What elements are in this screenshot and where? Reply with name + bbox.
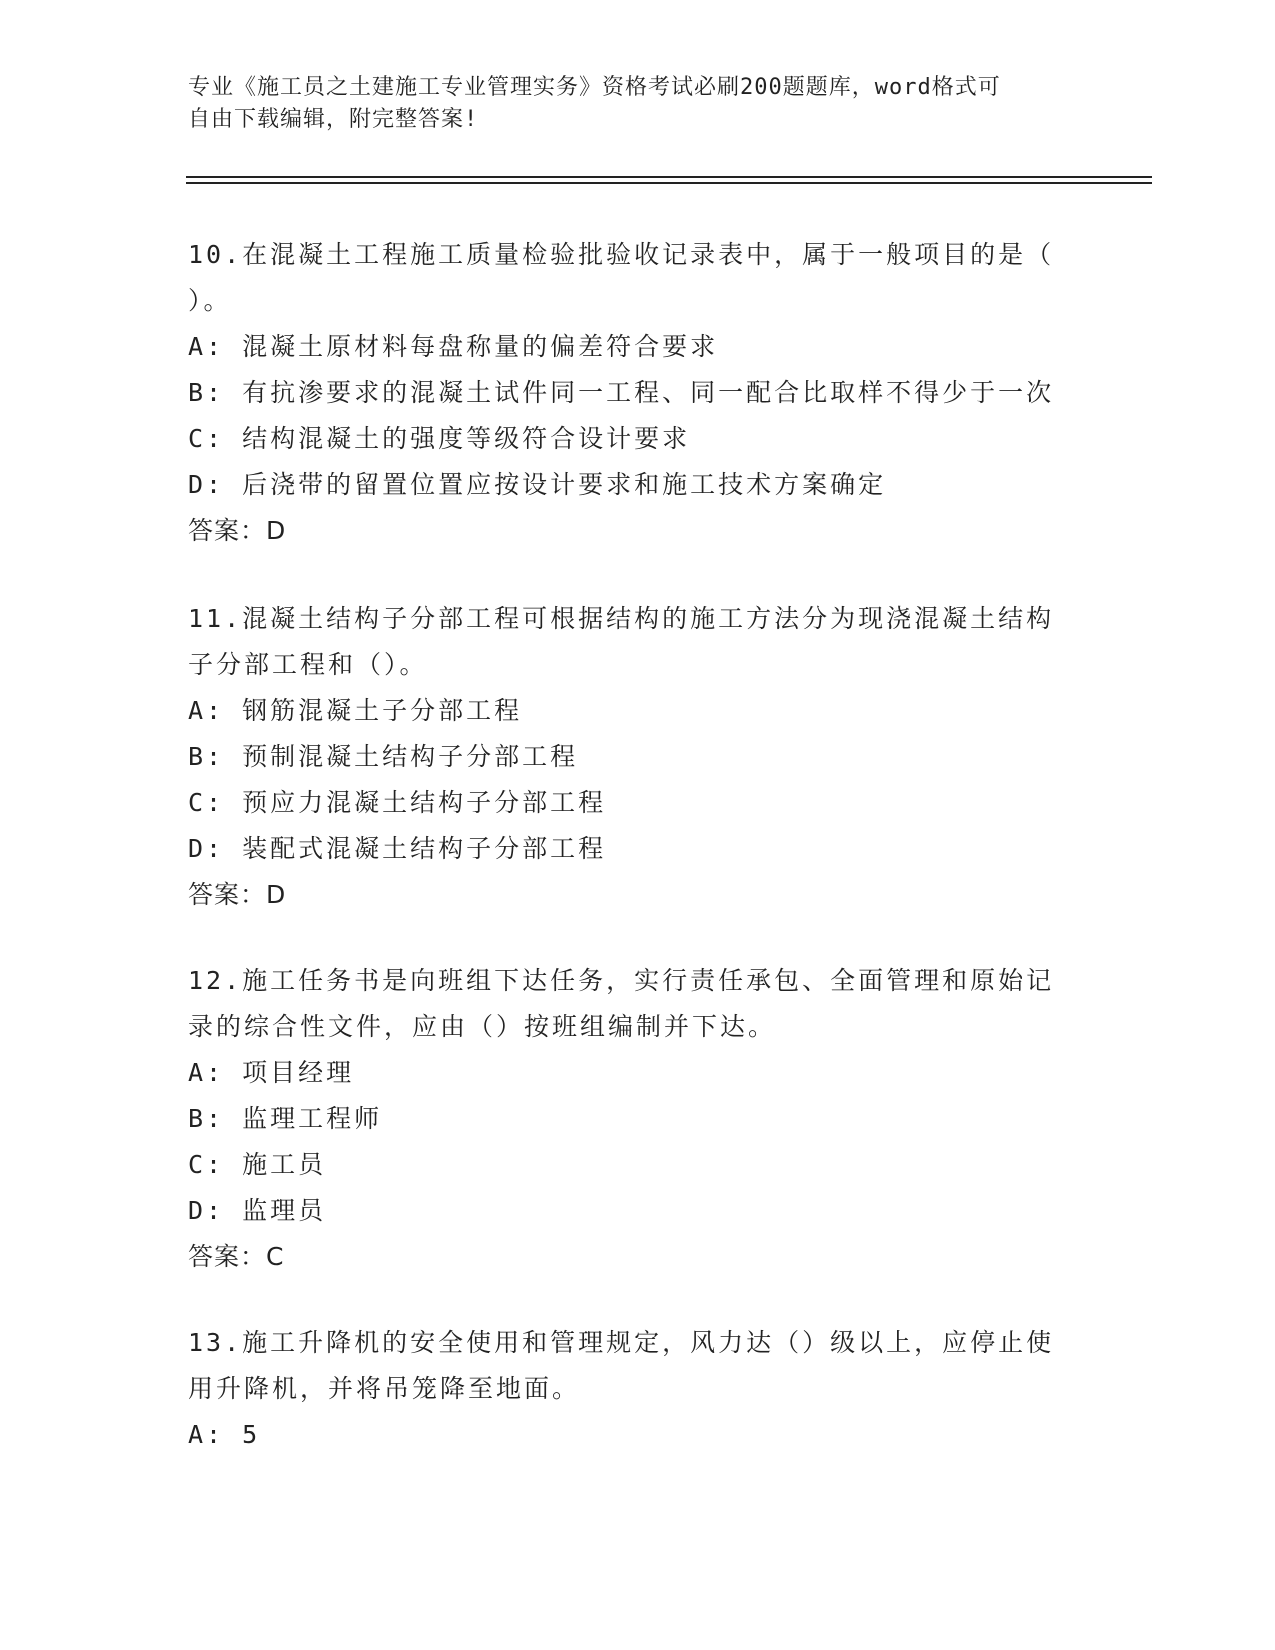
question-stem-line-2: 子分部工程和（）。 bbox=[188, 650, 428, 679]
question-stem-line-1: 11.混凝土结构子分部工程可根据结构的施工方法分为现浇混凝土结构 bbox=[188, 604, 1055, 633]
question-12 bbox=[188, 958, 1078, 1280]
option-b: B: 监理工程师 bbox=[188, 1104, 383, 1133]
question-stem-line-1: 12.施工任务书是向班组下达任务，实行责任承包、全面管理和原始记 bbox=[188, 966, 1055, 995]
question-stem-line-2: 用升降机，并将吊笼降至地面。 bbox=[188, 1374, 581, 1403]
question-stem-line-2: 录的综合性文件，应由（）按班组编制并下达。 bbox=[188, 1012, 777, 1041]
answer: 答案：C bbox=[188, 1242, 285, 1271]
option-a: A: 混凝土原材料每盘称量的偏差符合要求 bbox=[188, 332, 719, 361]
option-c: C: 施工员 bbox=[188, 1150, 327, 1179]
option-b: B: 有抗渗要求的混凝土试件同一工程、同一配合比取样不得少于一次 bbox=[188, 378, 1055, 407]
header-line-1: 专业《施工员之土建施工专业管理实务》资格考试必刷200题题库，word格式可 bbox=[188, 75, 1001, 100]
answer: 答案：D bbox=[188, 516, 287, 545]
option-a: A: 5 bbox=[188, 1420, 261, 1449]
question-stem-line-2: ）。 bbox=[188, 286, 232, 315]
question-stem-line-1: 13.施工升降机的安全使用和管理规定，风力达（）级以上，应停止使 bbox=[188, 1328, 1055, 1357]
option-d: D: 监理员 bbox=[188, 1196, 327, 1225]
header-divider-bottom bbox=[186, 182, 1152, 184]
header-divider-top bbox=[186, 176, 1152, 178]
option-a: A: 项目经理 bbox=[188, 1058, 355, 1087]
question-stem-line-1: 10.在混凝土工程施工质量检验批验收记录表中，属于一般项目的是（ bbox=[188, 240, 1055, 269]
option-a: A: 钢筋混凝土子分部工程 bbox=[188, 696, 523, 725]
option-c: C: 预应力混凝土结构子分部工程 bbox=[188, 788, 607, 817]
question-11 bbox=[188, 596, 1078, 918]
question-10 bbox=[188, 232, 1078, 554]
question-13 bbox=[188, 1320, 1078, 1458]
document-header bbox=[188, 72, 1068, 136]
option-d: D: 装配式混凝土结构子分部工程 bbox=[188, 834, 607, 863]
answer: 答案：D bbox=[188, 880, 287, 909]
option-d: D: 后浇带的留置位置应按设计要求和施工技术方案确定 bbox=[188, 470, 887, 499]
header-line-2: 自由下载编辑，附完整答案! bbox=[188, 107, 479, 132]
option-b: B: 预制混凝土结构子分部工程 bbox=[188, 742, 579, 771]
option-c: C: 结构混凝土的强度等级符合设计要求 bbox=[188, 424, 691, 453]
